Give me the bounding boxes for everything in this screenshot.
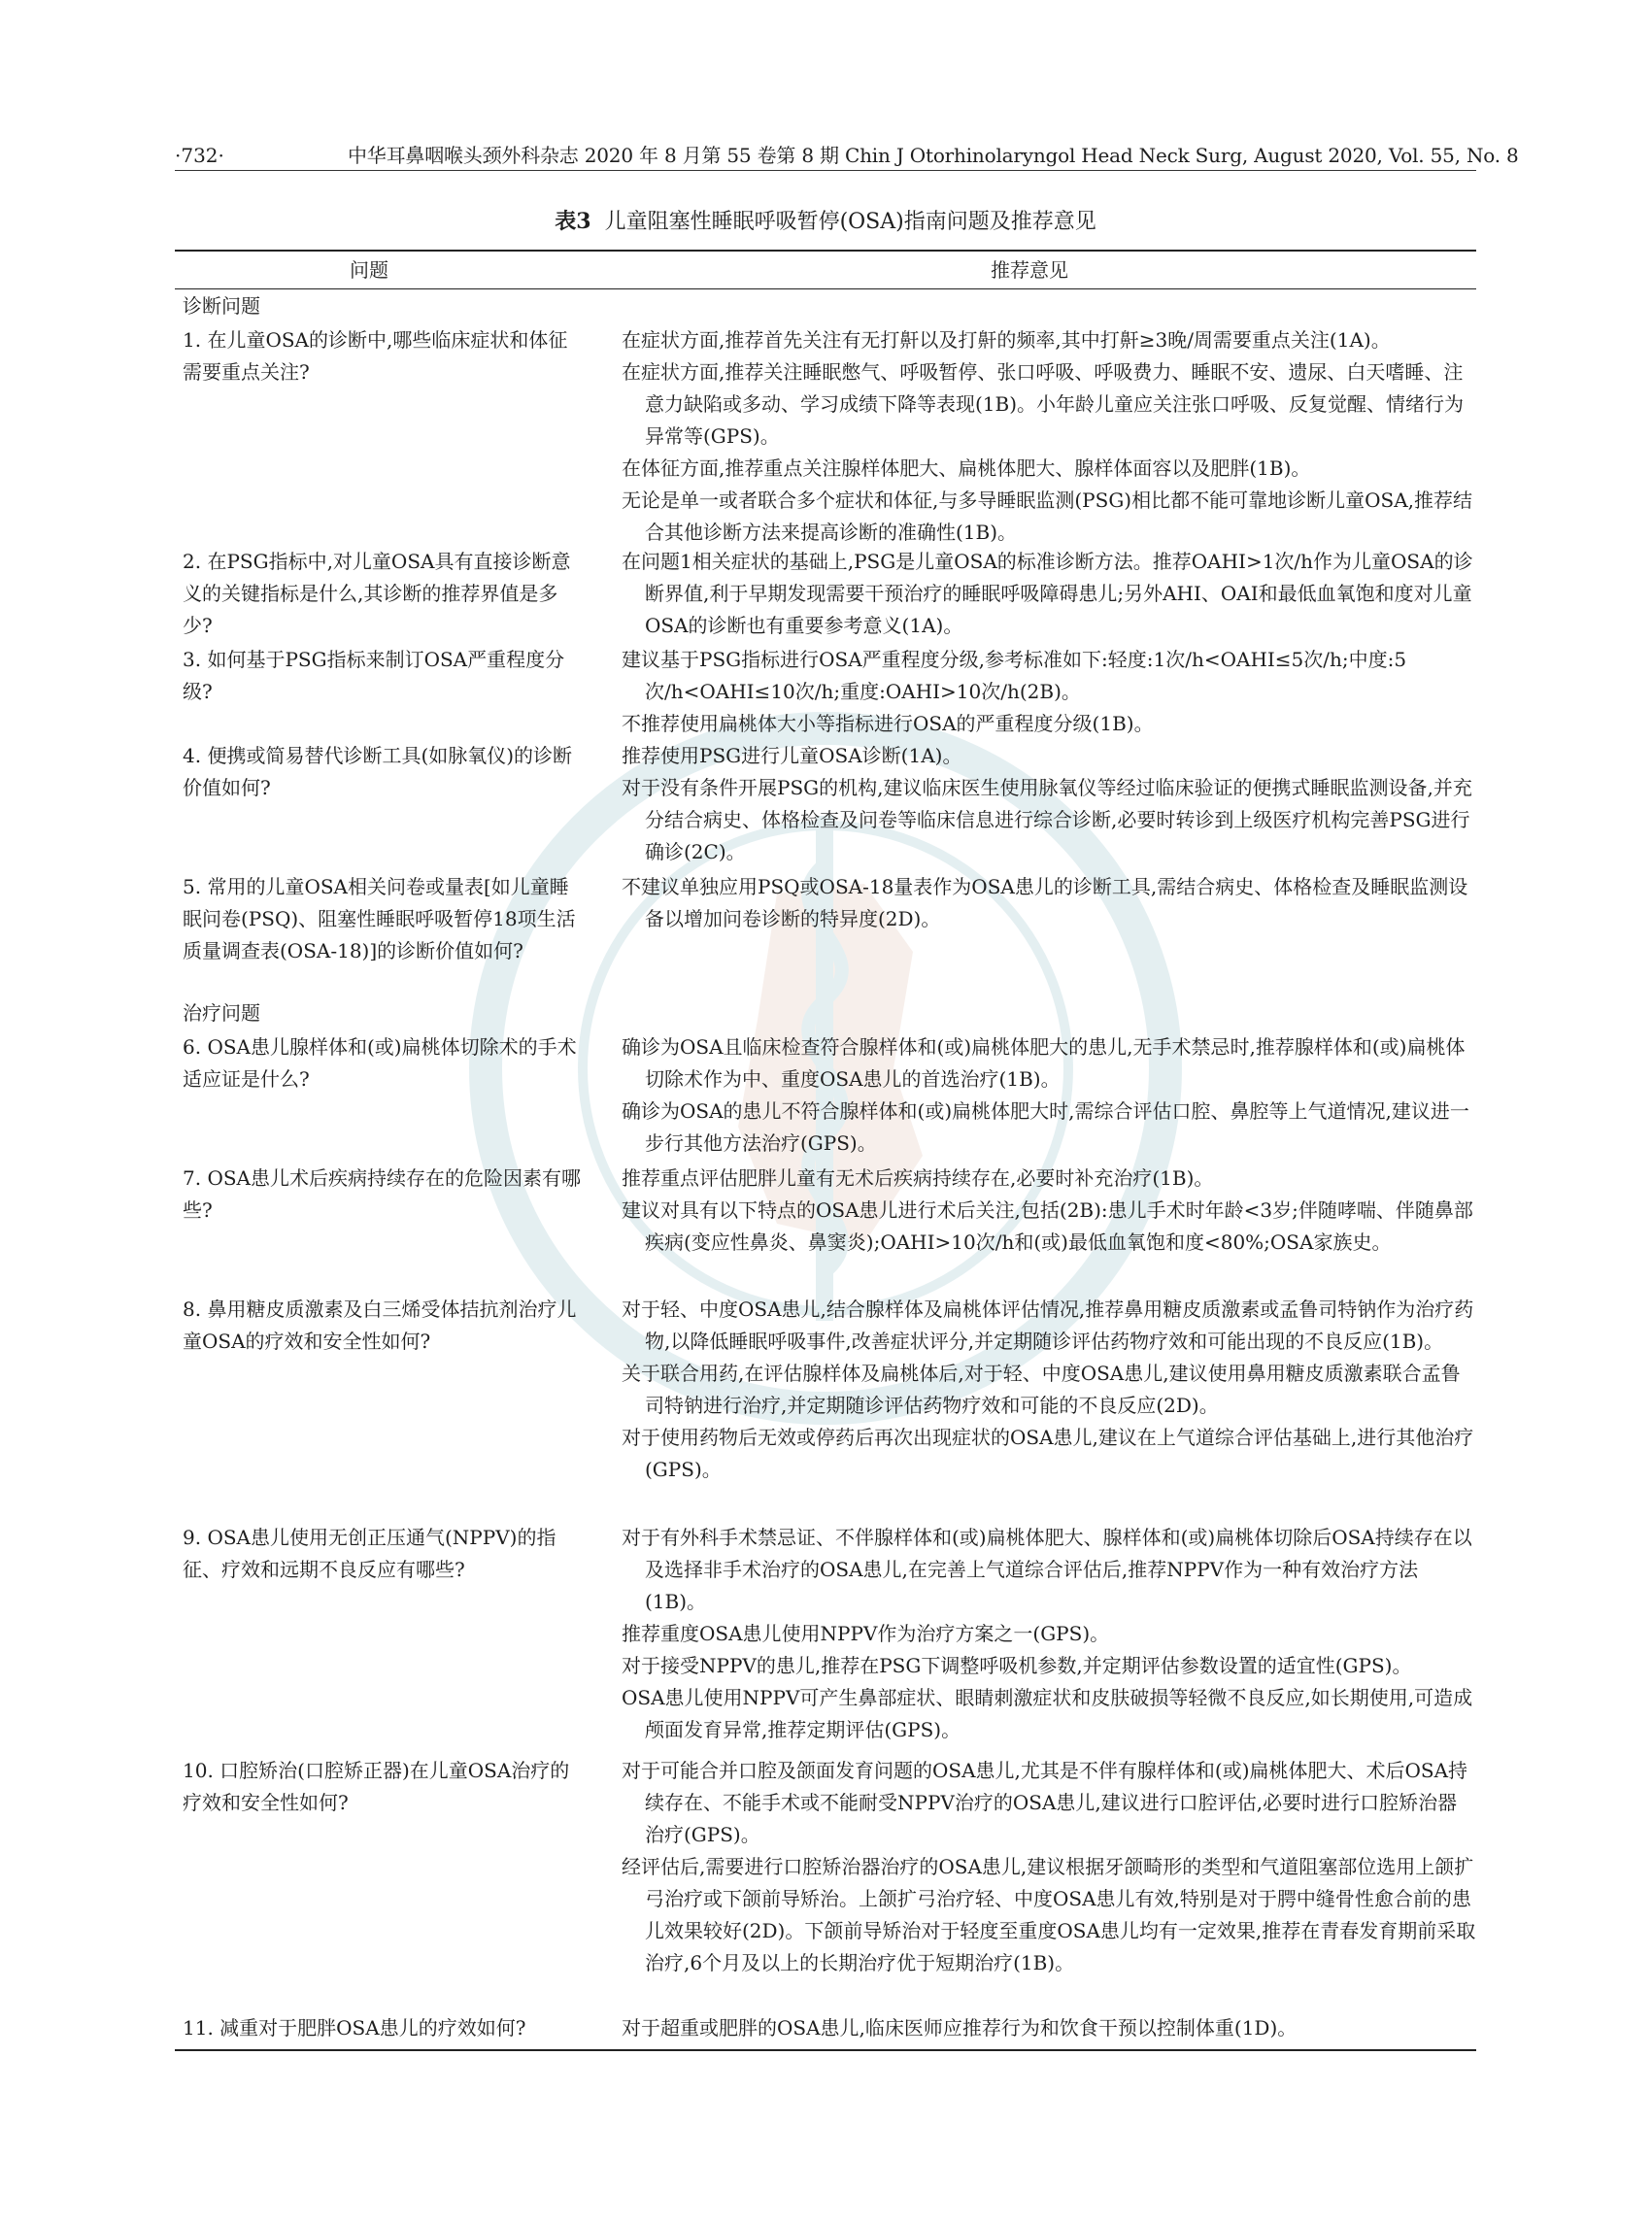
answer-4-item: 对于没有条件开展PSG的机构,建议临床医生使用脉氧仪等经过临床验证的便携式睡眠监测设备,并充分结合病史、体格检查及问卷等临床信息进行综合诊断,必要时转诊到上级医疗机构完善PSG进行确诊(2C)。: [622, 776, 1472, 863]
answer-6-item: 确诊为OSA的患儿不符合腺样体和(或)扁桃体肥大时,需综合评估口腔、鼻腔等上气道情况,建议进一步行其他方法治疗(GPS)。: [622, 1099, 1469, 1155]
answer-10-item: 经评估后,需要进行口腔矫治器治疗的OSA患儿,建议根据牙颌畸形的类型和气道阻塞部位选用上颌扩弓治疗或下颌前导矫治。上颌扩弓治疗轻、中度OSA患儿有效,特别是对于腭中缝骨性愈合前的患儿效果较好(2D)。下颌前导矫治对于轻度至重度OSA患儿均有一定效果,推荐在青春发育期前采取治疗,6个月及以上的长期治疗优于短期治疗(1B)。: [622, 1855, 1476, 1974]
question-2: 2. 在PSG指标中,对儿童OSA具有直接诊断意义的关键指标是什么,其诊断的推荐界值是多少?: [183, 550, 571, 637]
answer-10: [622, 1755, 1476, 1979]
journal-info: 中华耳鼻咽喉头颈外科杂志 2020 年 8 月第 55 卷第 8 期 Chin J Otorhinolaryngol Head Neck Surg, August 2020, Vol. 55, No. 8: [348, 144, 1519, 167]
table-header-row: [175, 252, 1476, 288]
table-label: 表3: [555, 209, 591, 234]
answer-9-item: 推荐重度OSA患儿使用NPPV作为治疗方案之一(GPS)。: [622, 1622, 1110, 1645]
answer-6: [622, 1031, 1476, 1160]
answer-3-item: 建议基于PSG指标进行OSA严重程度分级,参考标准如下:轻度:1次/h<OAHI≤5次/h;中度:5次/h<OAHI≤10次/h;重度:OAHI>10次/h(2B)。: [622, 648, 1407, 703]
answer-4: [622, 740, 1476, 868]
answer-3: [622, 644, 1476, 740]
question-7: 7. OSA患儿术后疾病持续存在的危险因素有哪些?: [183, 1166, 581, 1222]
question-9: 9. OSA患儿使用无创正压通气(NPPV)的指征、疗效和远期不良反应有哪些?: [183, 1526, 556, 1581]
answer-2: [622, 546, 1476, 642]
answer-10-item: 对于可能合并口腔及颌面发育问题的OSA患儿,尤其是不伴有腺样体和(或)扁桃体肥大、术后OSA持续存在、不能手术或不能耐受NPPV治疗的OSA患儿,建议进行口腔评估,必要时进行口腔矫治器治疗(GPS)。: [622, 1759, 1468, 1846]
answer-8-item: 对于使用药物后无效或停药后再次出现症状的OSA患儿,建议在上气道综合评估基础上,进行其他治疗(GPS)。: [622, 1426, 1474, 1481]
answer-9-item: 对于接受NPPV的患儿,推荐在PSG下调整呼吸机参数,并定期评估参数设置的适宜性(GPS)。: [622, 1654, 1412, 1677]
answer-1-item: 在体征方面,推荐重点关注腺样体肥大、扁桃体肥大、腺样体面容以及肥胖(1B)。: [622, 456, 1311, 480]
answer-1: [622, 324, 1476, 549]
answer-8: [622, 1294, 1476, 1486]
column-header-recommendation: 推荐意见: [991, 258, 1068, 282]
answer-9: [622, 1522, 1476, 1746]
answer-3-item: 不推荐使用扁桃体大小等指标进行OSA的严重程度分级(1B)。: [622, 712, 1154, 735]
answer-7-item: 建议对具有以下特点的OSA患儿进行术后关注,包括(2B):患儿手术时年龄<3岁;伴随哮喘、伴随鼻部疾病(变应性鼻炎、鼻窦炎);OAHI>10次/h和(或)最低血氧饱和度<80%;OSA家族史。: [622, 1198, 1473, 1254]
answer-1-item: 在症状方面,推荐关注睡眠憋气、呼吸暂停、张口呼吸、呼吸费力、睡眠不安、遗尿、白天嗜睡、注意力缺陷或多动、学习成绩下降等表现(1B)。小年龄儿童应关注张口呼吸、反复觉醒、情绪行为异常等(GPS)。: [622, 360, 1465, 448]
table-bottom-rule: [175, 2049, 1476, 2051]
question-5: 5. 常用的儿童OSA相关问卷或量表[如儿童睡眠问卷(PSQ)、阻塞性睡眠呼吸暂停18项生活质量调查表(OSA-18)]的诊断价值如何?: [183, 875, 576, 962]
question-4: 4. 便携或简易替代诊断工具(如脉氧仪)的诊断价值如何?: [183, 744, 573, 799]
question-10: 10. 口腔矫治(口腔矫正器)在儿童OSA治疗的疗效和安全性如何?: [183, 1759, 570, 1814]
answer-8-item: 对于轻、中度OSA患儿,结合腺样体及扁桃体评估情况,推荐鼻用糖皮质激素或孟鲁司特钠作为治疗药物,以降低睡眠呼吸事件,改善症状评分,并定期随诊评估药物疗效和可能出现的不良反应(1B)。: [622, 1298, 1474, 1353]
answer-7: [622, 1163, 1476, 1259]
answer-11: [622, 2012, 1476, 2044]
column-header-question: 问题: [350, 258, 388, 282]
table-title: 儿童阻塞性睡眠呼吸暂停(OSA)指南问题及推荐意见: [604, 210, 1096, 234]
running-header: [175, 141, 1519, 171]
section-diagnosis: 诊断问题: [183, 294, 260, 318]
question-8: 8. 鼻用糖皮质激素及白三烯受体拮抗剂治疗儿童OSA的疗效和安全性如何?: [183, 1298, 577, 1353]
section-treatment: 治疗问题: [183, 1001, 260, 1025]
page-number: ·732·: [175, 144, 224, 167]
question-3: 3. 如何基于PSG指标来制订OSA严重程度分级?: [183, 648, 565, 703]
table-header-rule: [175, 288, 1476, 289]
answer-6-item: 确诊为OSA且临床检查符合腺样体和(或)扁桃体肥大的患儿,无手术禁忌时,推荐腺样体和(或)扁桃体切除术作为中、重度OSA患儿的首选治疗(1B)。: [622, 1035, 1466, 1091]
question-11: 11. 减重对于肥胖OSA患儿的疗效如何?: [183, 2016, 526, 2040]
question-1: 1. 在儿童OSA的诊断中,哪些临床症状和体征需要重点关注?: [183, 328, 568, 384]
answer-2-item: 在问题1相关症状的基础上,PSG是儿童OSA的标准诊断方法。推荐OAHI>1次/h作为儿童OSA的诊断界值,利于早期发现需要干预治疗的睡眠呼吸障碍患儿;另外AHI、OAI和最低血氧饱和度对儿童OSA的诊断也有重要参考意义(1A)。: [622, 550, 1473, 637]
answer-8-item: 关于联合用药,在评估腺样体及扁桃体后,对于轻、中度OSA患儿,建议使用鼻用糖皮质激素联合孟鲁司特钠进行治疗,并定期随诊评估药物疗效和可能的不良反应(2D)。: [622, 1362, 1461, 1417]
answer-1-item: 在症状方面,推荐首先关注有无打鼾以及打鼾的频率,其中打鼾≥3晚/周需要重点关注(1A)。: [622, 328, 1391, 352]
answer-4-item: 推荐使用PSG进行儿童OSA诊断(1A)。: [622, 744, 962, 767]
answer-5-item: 不建议单独应用PSQ或OSA-18量表作为OSA患儿的诊断工具,需结合病史、体格检查及睡眠监测设备以增加问卷诊断的特异度(2D)。: [622, 875, 1468, 930]
answer-9-item: 对于有外科手术禁忌证、不伴腺样体和(或)扁桃体肥大、腺样体和(或)扁桃体切除后OSA持续存在以及选择非手术治疗的OSA患儿,在完善上气道综合评估后,推荐NPPV作为一种有效治疗方法(1B)。: [622, 1526, 1472, 1613]
answer-5: [622, 871, 1476, 935]
answer-1-item: 无论是单一或者联合多个症状和体征,与多导睡眠监测(PSG)相比都不能可靠地诊断儿童OSA,推荐结合其他诊断方法来提高诊断的准确性(1B)。: [622, 489, 1472, 544]
answer-11-item: 对于超重或肥胖的OSA患儿,临床医师应推荐行为和饮食干预以控制体重(1D)。: [622, 2016, 1298, 2040]
answer-9-item: OSA患儿使用NPPV可产生鼻部症状、眼睛刺激症状和皮肤破损等轻微不良反应,如长期使用,可造成颅面发育异常,推荐定期评估(GPS)。: [622, 1686, 1473, 1741]
table-caption: [175, 207, 1476, 237]
answer-7-item: 推荐重点评估肥胖儿童有无术后疾病持续存在,必要时补充治疗(1B)。: [622, 1166, 1214, 1190]
question-6: 6. OSA患儿腺样体和(或)扁桃体切除术的手术适应证是什么?: [183, 1035, 577, 1091]
